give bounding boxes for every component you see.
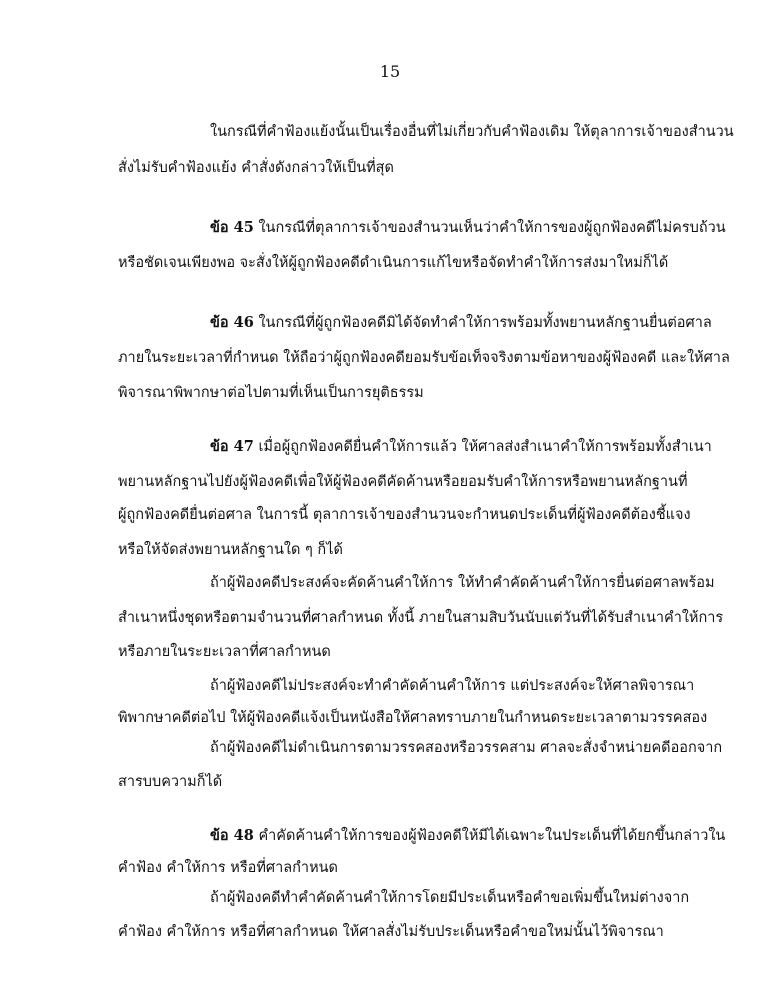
paragraph-line: ถ้าผู้ฟ้องคดีไม่ดำเนินการตามวรรคสองหรือวรรคสาม ศาลจะสั่งจำหน่ายคดีออกจาก — [210, 740, 723, 756]
paragraph-line: ถ้าผู้ฟ้องคดีทำคำคัดค้านคำให้การโดยมีประเด็นหรือคำขอเพิ่มขึ้นใหม่ต่างจาก — [210, 890, 690, 906]
page-number: 15 — [379, 62, 401, 81]
article-45-text: ในกรณีที่ตุลาการเจ้าของสำนวนเห็นว่าคำให้การของผู้ถูกฟ้องคดีไม่ครบถ้วน — [258, 220, 726, 236]
paragraph-line: สั่งไม่รับคำฟ้องแย้ง คำสั่งดังกล่าวให้เป็นที่สุด — [118, 160, 394, 176]
article-46-label: ข้อ 46 — [210, 314, 254, 331]
paragraph-line: พิจารณาพิพากษาต่อไปตามที่เห็นเป็นการยุติธรรม — [118, 385, 424, 401]
paragraph-line: คำฟ้อง คำให้การ หรือที่ศาลกำหนด — [118, 860, 338, 876]
article-45-label: ข้อ 45 — [210, 219, 254, 236]
paragraph-line: ในกรณีที่คำฟ้องแย้งนั้นเป็นเรื่องอื่นที่ไม่เกี่ยวกับคำฟ้องเดิม ให้ตุลาการเจ้าของสำนวน — [210, 124, 734, 140]
paragraph-line: ถ้าผู้ฟ้องคดีไม่ประสงค์จะทำคำคัดค้านคำให้การ แต่ประสงค์จะให้ศาลพิจารณา — [210, 678, 695, 694]
paragraph-line: พยานหลักฐานไปยังผู้ฟ้องคดีเพื่อให้ผู้ฟ้องคดีคัดค้านหรือยอมรับคำให้การหรือพยานหลักฐานที่ — [118, 474, 688, 490]
article-47-text: เมื่อผู้ถูกฟ้องคดียื่นคำให้การแล้ว ให้ศาลส่งสำเนาคำให้การพร้อมทั้งสำเนา — [258, 439, 712, 455]
article-48-line — [210, 826, 725, 846]
paragraph-line: ถ้าผู้ฟ้องคดีประสงค์จะคัดค้านคำให้การ ให้ทำคำคัดค้านคำให้การยื่นต่อศาลพร้อม — [210, 575, 715, 591]
article-46-text: ในกรณีที่ผู้ถูกฟ้องคดีมิได้จัดทำคำให้การพร้อมทั้งพยานหลักฐานยื่นต่อศาล — [258, 315, 712, 331]
paragraph-line: ภายในระยะเวลาที่กำหนด ให้ถือว่าผู้ถูกฟ้องคดียอมรับข้อเท็จจริงตามข้อหาของผู้ฟ้องคดี และให้ศาล — [118, 350, 730, 366]
paragraph-line: ผู้ถูกฟ้องคดียื่นต่อศาล ในการนี้ ตุลาการเจ้าของสำนวนจะกำหนดประเด็นที่ผู้ฟ้องคดีต้องชี้แจง — [118, 507, 691, 523]
article-46-line — [210, 313, 712, 333]
paragraph-line: คำฟ้อง คำให้การ หรือที่ศาลกำหนด ให้ศาลสั่งไม่รับประเด็นหรือคำขอใหม่นั้นไว้พิจารณา — [118, 924, 664, 940]
article-45-line — [210, 218, 726, 238]
article-48-text: คำคัดค้านคำให้การของผู้ฟ้องคดีให้มีได้เฉพาะในประเด็นที่ได้ยกขึ้นกล่าวใน — [258, 828, 726, 844]
paragraph-line: สำเนาหนึ่งชุดหรือตามจำนวนที่ศาลกำหนด ทั้งนี้ ภายในสามสิบวันนับแต่วันที่ได้รับสำเนาคำให้การ — [118, 610, 724, 626]
paragraph-line: หรือให้จัดส่งพยานหลักฐานใด ๆ ก็ได้ — [118, 542, 343, 558]
article-47-label: ข้อ 47 — [210, 438, 254, 455]
paragraph-line: สารบบความก็ได้ — [118, 774, 223, 790]
article-48-label: ข้อ 48 — [210, 827, 254, 844]
article-47-line — [210, 437, 712, 457]
paragraph-line: หรือภายในระยะเวลาที่ศาลกำหนด — [118, 644, 331, 660]
paragraph-line: พิพากษาคดีต่อไป ให้ผู้ฟ้องคดีแจ้งเป็นหนังสือให้ศาลทราบภายในกำหนดระยะเวลาตามวรรคสอง — [118, 710, 708, 726]
paragraph-line: หรือชัดเจนเพียงพอ จะสั่งให้ผู้ถูกฟ้องคดีดำเนินการแก้ไขหรือจัดทำคำให้การส่งมาใหม่ก็ได้ — [118, 255, 669, 271]
